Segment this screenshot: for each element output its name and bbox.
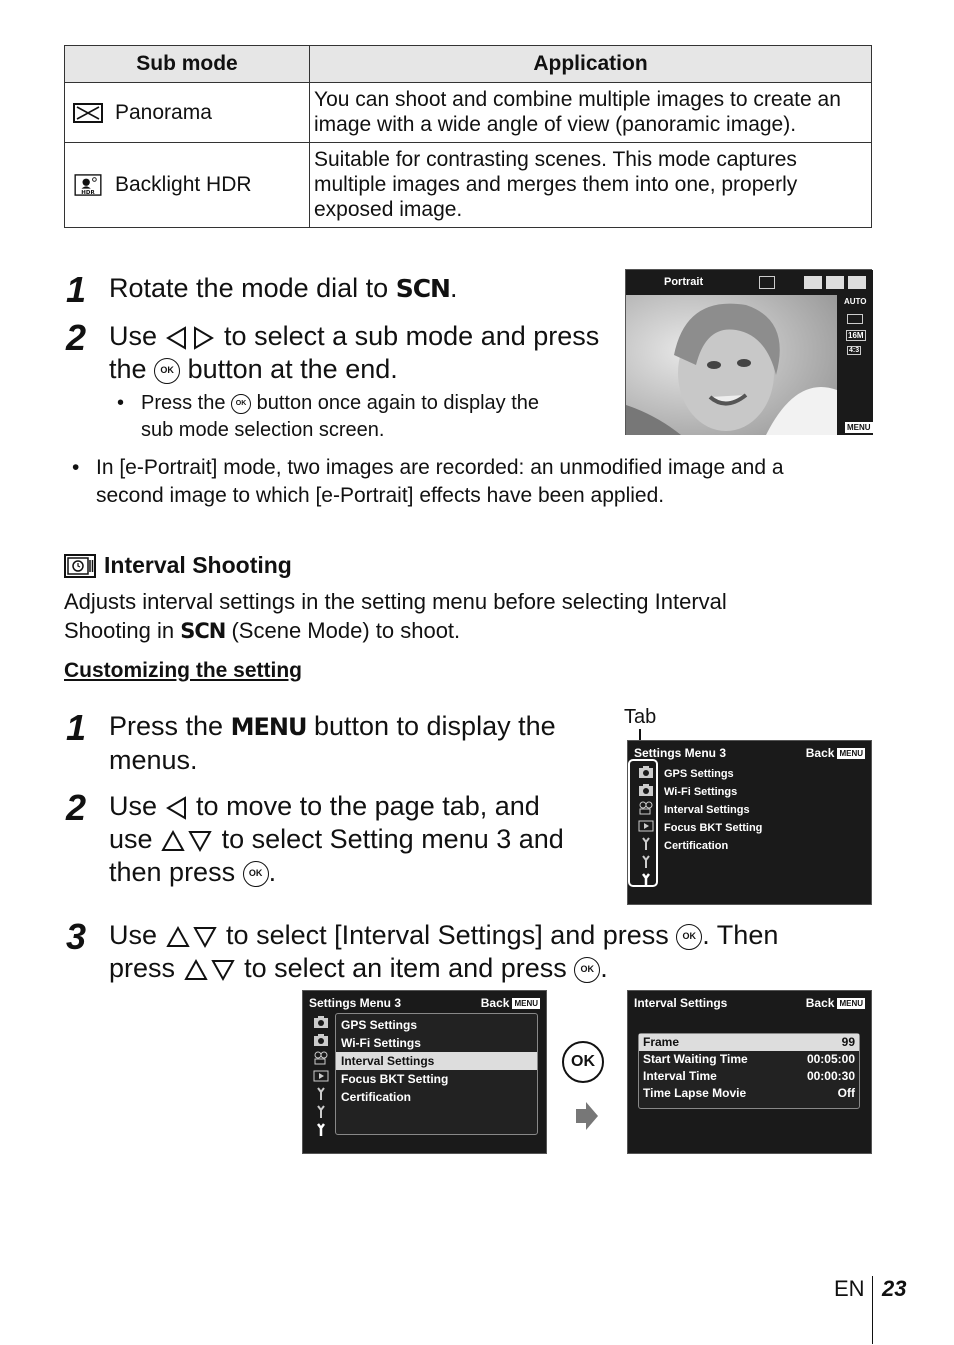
panorama-icon [73,102,103,124]
scene-icon-2 [826,276,844,289]
page-number: 23 [882,1276,907,1301]
up-down-arrows-icon [165,924,219,950]
interval-row-frame[interactable]: Frame 99 [639,1034,859,1051]
header-submode: Sub mode [65,46,310,83]
step-b2-text: Use to move to the page tab, and use to select Setting menu 3 and then press OK . [109,791,564,887]
menu-button-icon: MENU [230,713,307,741]
camera-menu-1-icon [313,1015,329,1029]
menu-item-certification[interactable]: Certification [341,1090,412,1104]
step-1-number: 1 [66,269,87,310]
menu-item-focus-bkt[interactable]: Focus BKT Setting [341,1072,449,1086]
back-label: Back MENU [805,746,863,760]
app-panorama: You can shoot and combine multiple images to create an image with a wide angle of view (panoramic image). [310,83,872,143]
step-b1-number: 1 [66,707,87,748]
settings-menu-3-screen-tab [627,740,872,905]
section-title: Interval Shooting [64,552,292,579]
mode-panorama: Panorama [115,100,212,124]
e-portrait-icon [759,276,775,289]
ok-button-icon: OK [574,957,600,983]
interval-list [638,1033,860,1109]
app-backlight-hdr: Suitable for contrasting scenes. This mode captures multiple images and merges them into one, properly exposed image. [310,143,872,228]
portrait-photo [626,295,837,435]
step-2-number: 2 [66,317,87,358]
menu-badge: MENU [847,423,871,432]
camera-menu-2-icon [313,1033,329,1047]
backlight-hdr-icon [73,174,103,196]
playback-menu-icon [638,819,654,833]
menu-item-gps[interactable]: GPS Settings [664,768,734,780]
step-b3-text: Use to select [Interval Settings] and press OK . Then press to select an item and press OK . [109,920,779,983]
step-b1-text: Press the MENU button to display the menus. [109,711,556,775]
menu-item-interval[interactable]: Interval Settings [664,804,750,816]
svg-text:HDR: HDR [81,190,95,196]
image-size-badge: 16M [848,331,864,340]
landscape-icon [848,276,866,289]
menu-item-wifi[interactable]: Wi-Fi Settings [341,1036,421,1050]
ok-button-icon: OK [243,861,269,887]
interval-row-interval-time[interactable]: Interval Time 00:00:30 [643,1069,855,1083]
scene-icon [804,276,822,289]
bullet-press-ok-again: • Press the OK button once again to display the sub mode selection screen. [117,392,540,441]
step-b2-number: 2 [66,787,87,828]
menu-item-focus-bkt[interactable]: Focus BKT Setting [664,822,763,834]
step-1-text: Rotate the mode dial to SCN. [109,273,458,303]
menu-badge: MENU [514,998,538,1008]
aspect-badge: 4:3 [849,347,860,354]
camera-menu-2-icon [638,783,654,797]
wrench-1-icon [638,837,654,851]
camera-menu-1-icon [638,765,654,779]
menu-item-certification[interactable]: Certification [664,840,729,852]
back-label: Back MENU [480,996,538,1010]
ok-button-icon: OK [231,394,251,414]
wrench-3-icon [313,1123,329,1137]
interval-row-time-lapse[interactable]: Time Lapse Movie Off [643,1086,855,1100]
portrait-label: Portrait [664,276,704,288]
ok-button-icon: OK [154,358,180,384]
wrench-1-icon [313,1087,329,1101]
scn-mode-icon: SCN [395,274,450,303]
movie-menu-icon [638,801,654,815]
step-b3-number: 3 [66,916,87,957]
interval-settings-screen [627,990,872,1154]
up-down-arrows-icon [183,957,237,983]
settings-menu-3-screen [302,990,547,1154]
screen-title: Settings Menu 3 [634,746,727,760]
menu-item-interval-selected[interactable]: Interval Settings [336,1052,537,1070]
screen-title: Interval Settings [634,996,728,1010]
playback-menu-icon [313,1069,329,1083]
portrait-screen [625,269,872,435]
menu-item-wifi[interactable]: Wi-Fi Settings [664,786,738,798]
scn-mode-icon: SCN [180,619,226,643]
mode-backlight-hdr: Backlight HDR [115,173,252,196]
wrench-2-icon [638,855,654,869]
screen-title: Settings Menu 3 [309,996,402,1010]
left-right-arrows-icon [165,325,217,351]
footer-divider [872,1276,873,1344]
up-down-arrows-icon [160,828,214,854]
menu-item-gps[interactable]: GPS Settings [341,1018,418,1032]
menu-list [335,1013,538,1135]
wrench-2-icon [313,1105,329,1119]
header-application: Application [310,46,872,83]
movie-menu-icon [313,1051,329,1065]
ok-button[interactable]: OK [562,1041,604,1083]
menu-badge: MENU [839,998,863,1008]
tab-label: Tab [624,706,657,728]
step-2-text: Use to select a sub mode and press the OK button at the end. [109,321,600,384]
left-arrow-icon [165,795,189,821]
footer-language: EN [834,1276,865,1301]
customizing-heading: Customizing the setting [64,659,302,682]
interval-description: Adjusts interval settings in the setting menu before selecting Interval Shooting in SCN (Scene Mode) to shoot. [64,589,727,643]
ok-button-icon: OK [676,924,702,950]
quality-icon [847,314,863,324]
interval-row-start-waiting[interactable]: Start Waiting Time 00:05:00 [643,1052,855,1066]
note-e-portrait: • In [e-Portrait] mode, two images are recorded: an unmodified image and a second image to which [e-Portrait] effects have been applied. [72,456,784,507]
submode-table [64,45,872,228]
back-label: Back MENU [805,996,863,1010]
wrench-3-icon [638,873,654,887]
menu-badge: MENU [839,748,863,758]
interval-shooting-icon [64,554,96,578]
arrow-right-icon [574,1100,600,1132]
flash-auto-badge: AUTO [844,297,867,306]
